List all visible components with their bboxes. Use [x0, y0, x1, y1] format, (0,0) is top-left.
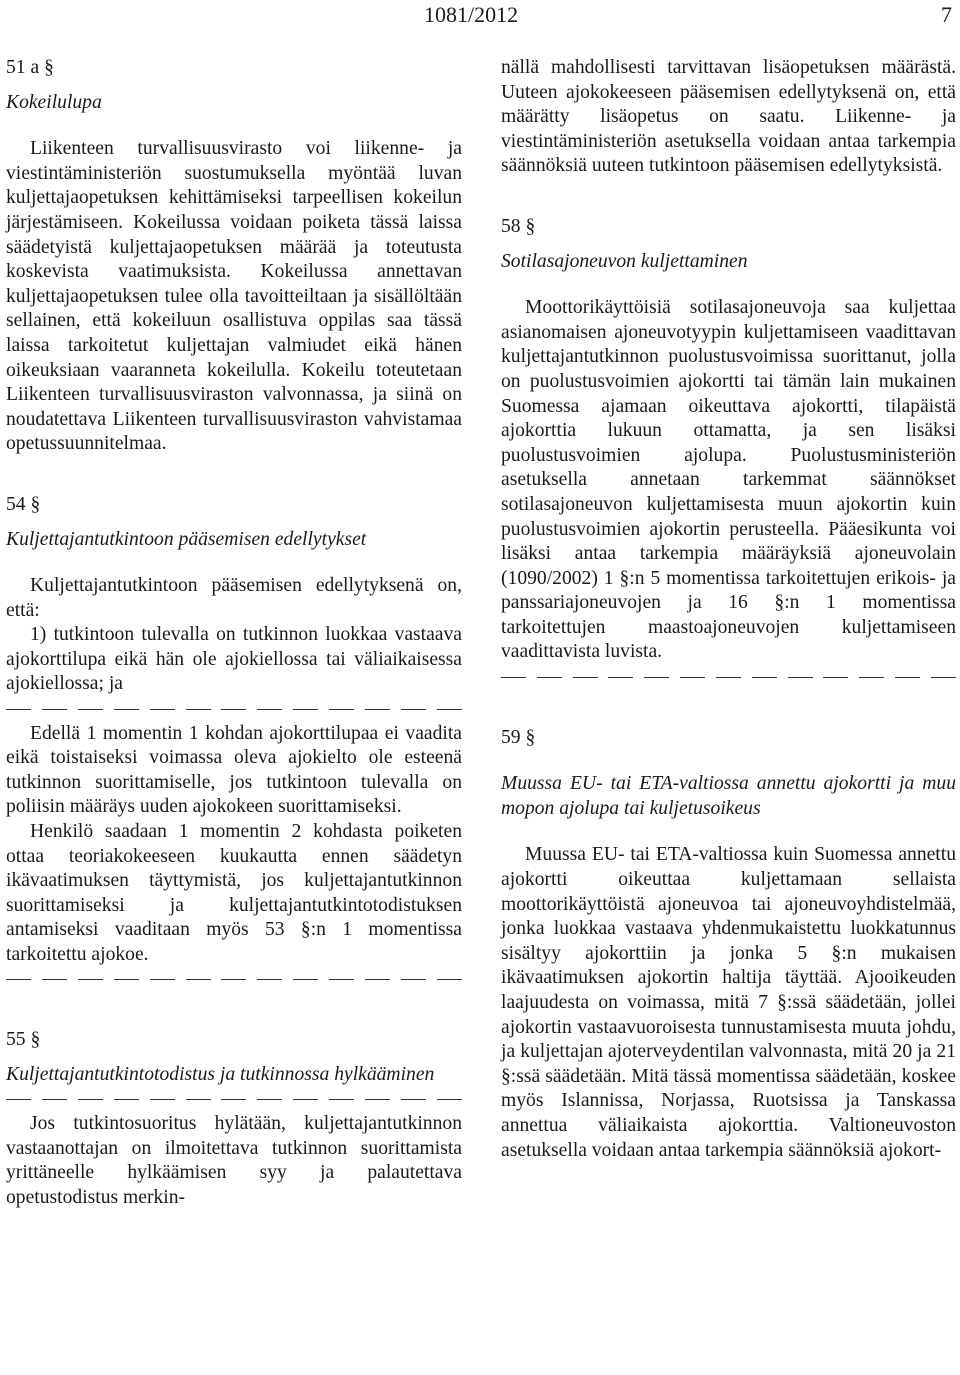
page-number: 7	[941, 2, 952, 27]
document-number: 1081/2012	[424, 2, 519, 27]
section-54-paragraph-3: Edellä 1 momentin 1 kohdan ajokorttilupaa ei vaadita eikä toistaiseksi voimassa oleva ajokielto ole esteenä tutkinnon suorittamiselle, jos tutkintoon tulevalla on poliisin määräys uuden ajokokeen suorittamiseksi.	[6, 722, 462, 818]
page-header	[0, 0, 960, 30]
section-54-paragraph-1: Kuljettajantutkintoon pääsemisen edellytyksenä on, että:	[6, 575, 462, 621]
section-54-paragraph-4: Henkilö saadaan 1 momentin 2 kohdasta poiketen ottaa teoriakokeeseen kuukautta ennen säädetyn ikävaatimuksen täyttymistä, jos kuljettajantutkinnon suorittamiseksi ja kuljettajantutkintotodistuksen antamiseksi vaaditaan myös 53 §:n 1 momentissa tarkoitettu ajokoe.	[6, 821, 462, 965]
section-58-title: Sotilasajoneuvon kuljettaminen	[501, 250, 748, 272]
left-column	[6, 56, 462, 1210]
section-51a-paragraph: Liikenteen turvallisuusvirasto voi liikenne- ja viestintäministeriön suostumuksella myöntää luvan kuljettajaopetuksen kehittämiseksi tarpeellisen kokeilun järjestämiseen. Kokeilussa voidaan poiketa tässä laissa säädetyistä kuljettajaopetuksen määrää ja toteutusta koskevista vaatimuksista. Kokeilussa annettavan kuljettajaopetuksen tulee olla tavoitteiltaan ja sisällöltään sellainen, että kokeiluun osallistuva oppilas saa tässä laissa tarkoitetut kuljettajan valmiudet eikä hänen oikeuksiaan vaaranneta kokeilulla. Kokeilu toteutetaan Liikenteen turvallisuusviraston valvonnassa, ja siinä on noudatettava Liikenteen turvallisuusviraston vahvistamaa opetussuunnitelmaa.	[6, 138, 462, 455]
omission-dashes	[501, 665, 956, 690]
section-54-title: Kuljettajantutkintoon pääsemisen edellytykset	[6, 528, 367, 550]
section-58-paragraph: Moottorikäyttöisiä sotilasajoneuvoja saa kuljettaa asianomaisen ajoneuvotyypin kuljettamiseen vaadittavan kuljettajantutkinnon puolustusvoimissa suorittanut, jolla on puolustusvoimien ajokortti tai tämän lain mukainen Suomessa ajamaan oikeuttava ajokortti, tilapäistä ajokorttia lukuun ottamatta, ja sen lisäksi puolustusvoimien ajolupa. Puolustusministeriön asetuksella annetaan tarkemmat säännökset sotilasajoneuvon kuljettamisesta muun ajokortin kuin puolustusvoimien ajokortin perusteella. Pääesikunta voi lisäksi antaa tarkempia määräyksiä ajoneuvolain (1090/2002) 1 §:n 5 momentissa tarkoitettujen erikois- ja panssariajoneuvojen ja 16 §:n 1 momentissa tarkoitettujen maastoajoneuvojen kuljettamiseen vaadittavista luvista.	[501, 297, 956, 663]
section-55-paragraph: Jos tutkintosuoritus hylätään, kuljettajantutkinnon vastaanottajan on ilmoitettava tutkinnon suorittamista yrittäneelle hylkäämisen syy ja palautettava opetustodistus merkin-	[6, 1112, 462, 1208]
section-54-paragraph-2: 1) tutkintoon tulevalla on tutkinnon luokkaa vastaava ajokorttilupa eikä hän ole ajokiellossa tai väliaikaisessa ajokiellossa; ja	[6, 624, 462, 695]
section-59-number: 59 §	[501, 726, 536, 748]
section-54-number: 54 §	[6, 493, 41, 515]
section-59-paragraph: Muussa EU- tai ETA-valtiossa kuin Suomessa annettu ajokortti oikeuttaa kuljettamaan sellaista moottorikäyttöistä ajoneuvoa tai ajoneuvoyhdistelmää, jonka luokkaa vastaava yhdenmukaistettu luokkatunnus sisältyy ajokorttiin ja jonka 5 §:n mukaisen ikävaatimuksen ajokortin haltija täyttää. Ajooikeuden laajuudesta on voimassa, mitä 7 §:ssä säädetään, jollei ajokortin vastaavuoroisesta tunnustamisesta muuta johdu, ja kuljettajan ajoterveydentilan valvonnasta, mitä 20 ja 21 §:ssä säädetään. Mitä tässä momentissa säädetään, koskee myös Islannissa, Norjassa, Ruotsissa ja Tanskassa annettua väliaikaista ajokorttia. Valtioneuvoston asetuksella voidaan antaa tarkempia säännöksiä ajokort-	[501, 844, 956, 1161]
omission-dashes	[6, 1087, 462, 1112]
section-51a-number: 51 a §	[6, 57, 54, 78]
right-column	[501, 56, 956, 1163]
omission-dashes	[6, 968, 462, 993]
section-55-title: Kuljettajantutkintotodistus ja tutkinnossa hylkääminen	[6, 1063, 435, 1085]
section-59-title: Muussa EU- tai ETA-valtiossa annettu ajokortti ja muu mopon ajolupa tai kuljetusoikeus	[501, 773, 956, 819]
section-51a-title: Kokeilulupa	[6, 91, 102, 113]
section-55-number: 55 §	[6, 1029, 41, 1051]
continued-paragraph: nällä mahdollisesti tarvittavan lisäopetuksen määrästä. Uuteen ajokokeeseen pääsemisen edellytyksenä on, että määrätty lisäopetus on saatu. Liikenne- ja viestintäministeriön asetuksella voidaan antaa tarkempia säännöksiä uuteen tutkintoon pääsemisen edellytyksistä.	[501, 57, 956, 177]
omission-dashes	[6, 697, 462, 722]
section-58-number: 58 §	[501, 215, 536, 237]
